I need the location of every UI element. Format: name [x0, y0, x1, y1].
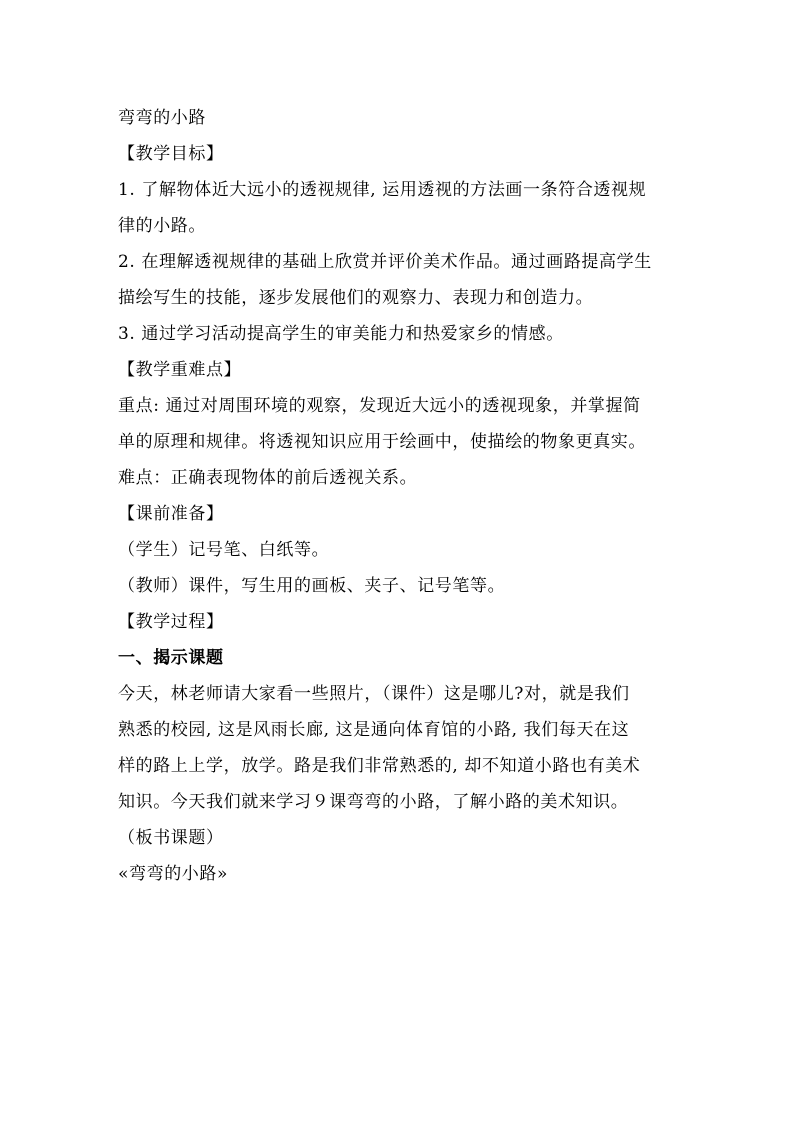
board-title: «弯弯的小路» [118, 864, 229, 884]
intro-paragraph-line-4: 知识。今天我们就来学习９课弯弯的小路，了解小路的美术知识。 [118, 792, 629, 812]
subsection-heading-intro: 一、揭示课题 [118, 648, 224, 668]
objective-2-line-1: 2. 在理解透视规律的基础上欣赏并评价美术作品。通过画路提高学生 [118, 252, 652, 272]
key-point-line-2: 单的原理和规律。将透视知识应用于绘画中，使描绘的物象更真实。 [118, 432, 646, 452]
objective-1-line-1: 1. 了解物体近大远小的透视规律, 运用透视的方法画一条符合透视规 [118, 180, 647, 200]
section-heading-process: 【教学过程】 [118, 612, 224, 632]
section-heading-key-points: 【教学重难点】 [118, 360, 242, 380]
board-title-note: （板书课题） [118, 828, 224, 848]
preparation-students: （学生）记号笔、白纸等。 [118, 540, 330, 560]
document-body [118, 100, 680, 892]
intro-paragraph-line-1: 今天，林老师请大家看一些照片，（课件）这是哪儿?对，就是我们 [118, 684, 630, 704]
document-title: 弯弯的小路 [118, 108, 206, 128]
objective-2-line-2: 描绘写生的技能，逐步发展他们的观察力、表现力和创造力。 [118, 288, 594, 308]
key-point-line-1: 重点: 通过对周围环境的观察，发现近大远小的透视现象，并掌握简 [118, 396, 641, 416]
section-heading-objectives: 【教学目标】 [118, 144, 224, 164]
difficulty-line: 难点：正确表现物体的前后透视关系。 [118, 468, 418, 488]
intro-paragraph-line-3: 样的路上上学，放学。路是我们非常熟悉的, 却不知道小路也有美术 [118, 756, 641, 776]
preparation-teacher: （教师）课件，写生用的画板、夹子、记号笔等。 [118, 576, 506, 596]
section-heading-preparation: 【课前准备】 [118, 504, 224, 524]
objective-1-line-2: 律的小路。 [118, 216, 206, 236]
objective-3: 3. 通过学习活动提高学生的审美能力和热爱家乡的情感。 [118, 324, 564, 344]
intro-paragraph-line-2: 熟悉的校园, 这是风雨长廊, 这是通向体育馆的小路, 我们每天在这 [118, 720, 630, 740]
